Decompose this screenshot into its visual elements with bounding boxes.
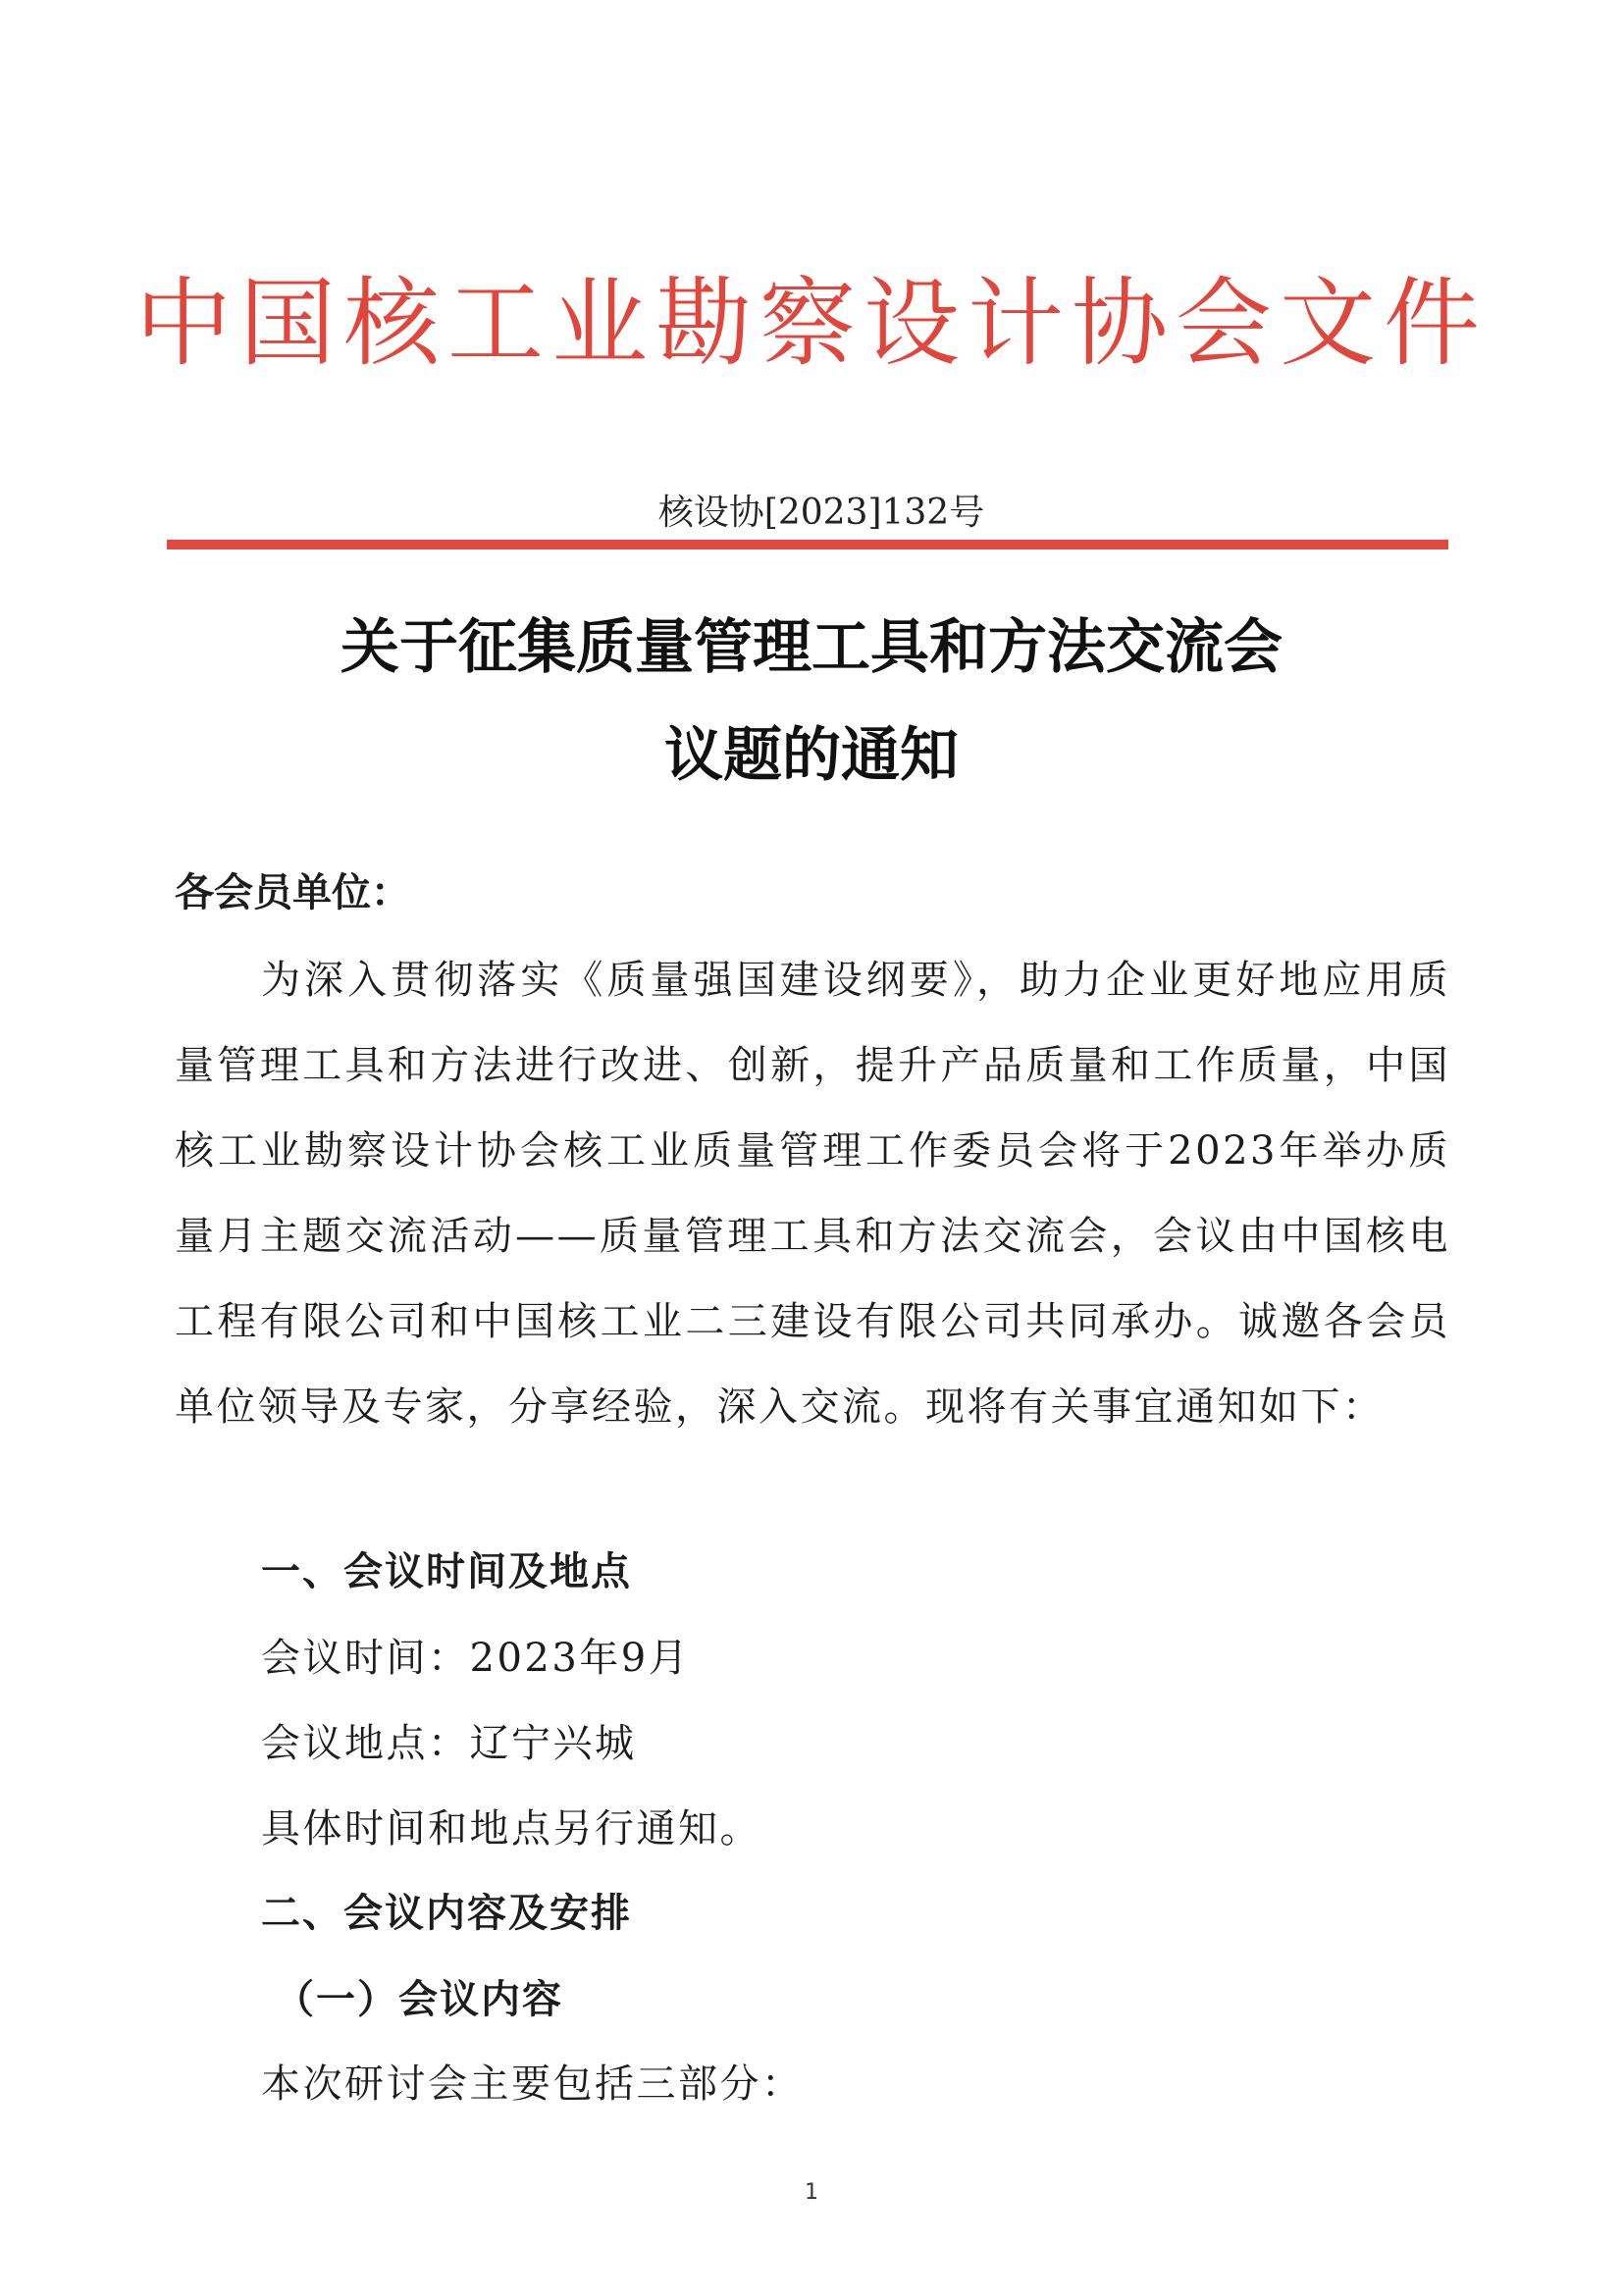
body-paragraph: 为深入贯彻落实《质量强国建设纲要》，助力企业更好地应用质量管理工具和方法进行改进、创新，提升产品质量和工作质量，中国核工业勘察设计协会核工业质量管理工作委员会将于2023年举办质量月主题交流活动——质量管理工具和方法交流会，会议由中国核电工程有限公司和中国核工业二三建设有限公司共同承办。诚邀各会员单位领导及专家，分享经验，深入交流。现将有关事宜通知如下： [175,958,1450,1430]
salutation: 各会员单位： [175,870,410,915]
notice-title-line-2: 议题的通知 [664,721,959,790]
document-number: 核设协[2023]132号 [657,493,985,533]
section-heading-time-place: 一、会议时间及地点 [261,1549,632,1594]
page-number: 1 [805,2180,818,2205]
section-heading-content-arrangement: 二、会议内容及安排 [261,1891,632,1936]
subsection-heading-content: （一）会议内容 [275,1977,563,2022]
details-note: 具体时间和地点另行通知。 [261,1806,761,1852]
meeting-time: 会议时间：2023年9月 [261,1636,691,1681]
notice-title-line-1: 关于征集质量管理工具和方法交流会 [340,613,1283,682]
document-header-title: 中国核工业勘察设计协会文件 [134,268,1488,380]
meeting-place: 会议地点：辽宁兴城 [261,1721,637,1766]
content-intro: 本次研讨会主要包括三部分： [261,2061,804,2107]
header-divider-rule [167,540,1448,549]
